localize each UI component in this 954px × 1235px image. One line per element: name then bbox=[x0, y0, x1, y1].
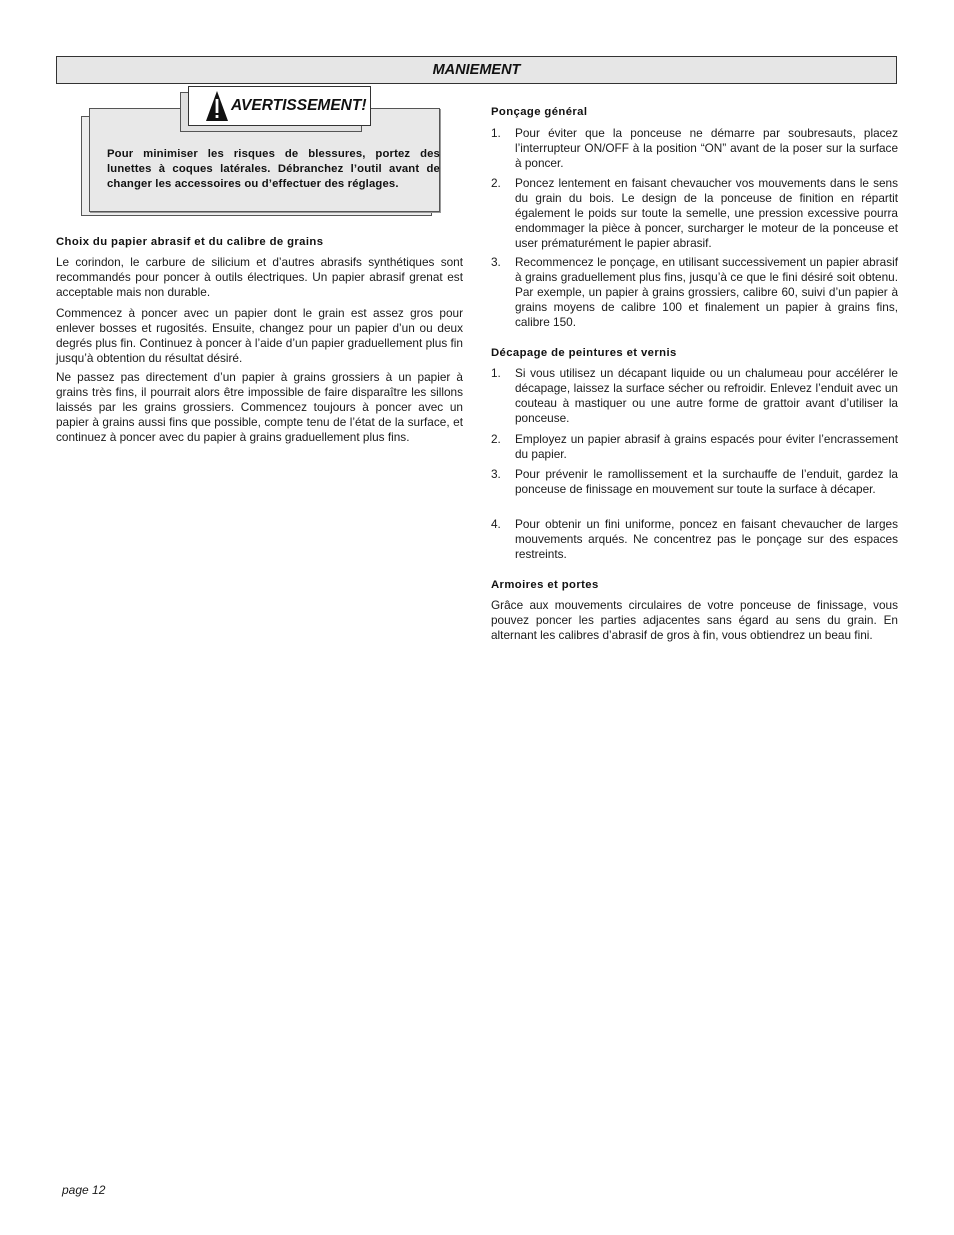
warning-title: AVERTISSEMENT! bbox=[231, 97, 367, 114]
heading-cabinets-doors: Armoires et portes bbox=[491, 579, 599, 591]
heading-paper-choice: Choix du papier abrasif et du calibre de grains bbox=[56, 236, 324, 248]
list-text: Si vous utilisez un décapant liquide ou un chalumeau pour accélérer le décapage, laissez la surface sécher ou refroidir. Enlevez l’enduit avec un couteau à mastiquer ou une autre forme de grattoir avant d’utiliser la ponceuse. bbox=[515, 366, 898, 425]
list-text: Employez un papier abrasif à grains espacés pour éviter l’encrassement du papier. bbox=[515, 432, 898, 461]
list-text: Pour obtenir un fini uniforme, poncez en faisant chevaucher de larges mouvements arqués. Ne concentrez pas le ponçage sur des espaces restreints. bbox=[515, 517, 898, 561]
paragraph: Commencez à poncer avec un papier dont le grain est assez gros pour enlever bosses et rugosités. Ensuite, changez pour un papier d’un ou deux degrés plus fin. Continuez à poncer à l’aide d’un papier graduellement plus fin jusqu’à obtention du résultat désiré. bbox=[56, 306, 463, 365]
list-number: 2. bbox=[491, 176, 501, 190]
heading-paint-stripping: Décapage de peintures et vernis bbox=[491, 347, 677, 359]
list-number: 2. bbox=[491, 432, 501, 446]
list-number: 3. bbox=[491, 467, 501, 481]
warning-tab bbox=[188, 86, 371, 126]
page-number: page 12 bbox=[62, 1183, 106, 1197]
list-number: 1. bbox=[491, 366, 501, 380]
list-text: Pour éviter que la ponceuse ne démarre par soubresauts, placez l’interrupteur ON/OFF à la position “ON” avant de la poser sur la surface à poncer. bbox=[515, 126, 898, 170]
list-text: Pour prévenir le ramollissement et la surchauffe de l’enduit, gardez la ponceuse de finissage en mouvement sur toute la surface à décaper. bbox=[515, 467, 898, 496]
warning-triangle-icon bbox=[205, 90, 229, 122]
list-number: 1. bbox=[491, 126, 501, 140]
paragraph: Grâce aux mouvements circulaires de votre ponceuse de finissage, vous pouvez poncer les parties adjacentes sans égard au sens du grain. En alternant les calibres d’abrasif de gros à fin, vous obtiendrez un beau fini. bbox=[491, 598, 898, 642]
list-text: Recommencez le ponçage, en utilisant successivement un papier abrasif à grains graduellement plus fins, jusqu’à ce que le fini désiré soit obtenu. Par exemple, un papier à grains grossiers, calibre 60, suivi d’un papier à grains moyens de calibre 100 et finalement un papier à grains fins, calibre 150. bbox=[515, 255, 898, 329]
list-text: Poncez lentement en faisant chevaucher vos mouvements dans le sens du grain du bois. Le design de la ponceuse de finition en répartit également le poids sur toute la semelle, une pression excessive pourra endommager la pièce à poncer, surcharger le moteur de la ponceuse et user prématurément le papier abrasif. bbox=[515, 176, 898, 250]
paragraph: Ne passez pas directement d’un papier à grains grossiers à un papier à grains très fins, il pourrait alors être impossible de faire disparaître les sillons laissés par les grains grossiers. Commencez toujours à poncer avec un papier à grains aussi fins que possible, compte tenu de l’état de la surface, et continuez à poncer avec du papier à grains graduellement plus fins. bbox=[56, 370, 463, 444]
warning-box bbox=[81, 97, 441, 218]
heading-general-sanding: Ponçage général bbox=[491, 106, 588, 118]
warning-box-panel bbox=[89, 97, 440, 212]
section-title: MANIEMENT bbox=[432, 62, 521, 78]
list-number: 4. bbox=[491, 517, 501, 531]
list-number: 3. bbox=[491, 255, 501, 269]
paragraph: Le corindon, le carbure de silicium et d’autres abrasifs synthétiques sont recommandés pour poncer à outils électriques. Un papier abrasif grenat est acceptable mais non durable. bbox=[56, 255, 463, 299]
warning-text: Pour minimiser les risques de blessures, portez des lunettes à coques latérales. Débranchez l’outil avant de changer les accessoires ou d’effectuer des réglages. bbox=[107, 148, 440, 190]
section-header bbox=[56, 56, 897, 84]
